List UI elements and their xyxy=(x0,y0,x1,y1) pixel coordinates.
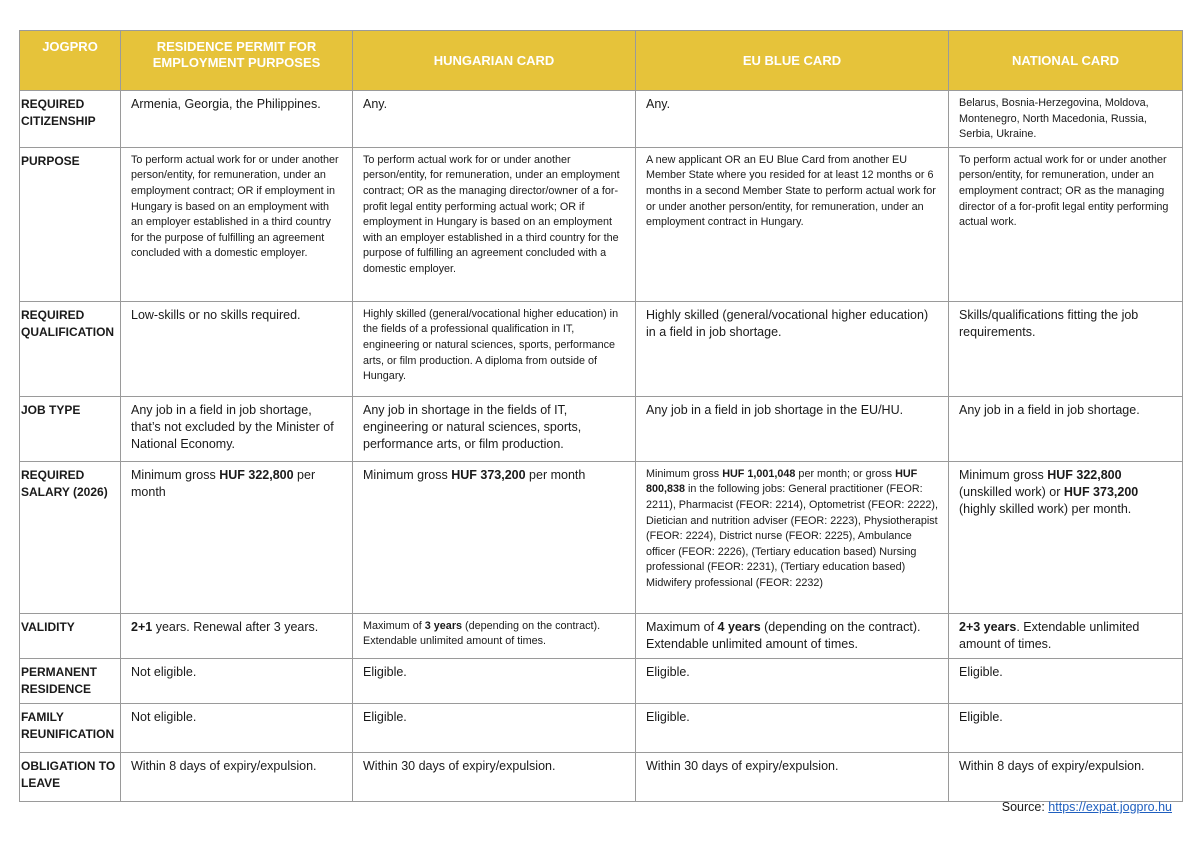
validity-prefix: Maximum of xyxy=(363,619,425,632)
cell-hungarian-card xyxy=(353,461,636,613)
cell-hungarian-card: Eligible. xyxy=(353,658,636,703)
cell-national-card xyxy=(949,461,1183,613)
cell-eu-blue-card: Eligible. xyxy=(636,658,949,703)
validity-years: 3 years xyxy=(424,619,463,632)
cell-residence-permit: Armenia, Georgia, the Philippines. xyxy=(121,91,353,148)
validity-detail: years. Renewal after 3 years. xyxy=(152,619,319,634)
source-footer xyxy=(1002,799,1172,816)
validity-detail: (depending on the contract). Extendable unlimited amount of times. xyxy=(646,619,921,651)
salary-suffix: (highly skilled work) per month. xyxy=(959,501,1132,516)
cell-national-card: Belarus, Bosnia-Herzegovina, Moldova, Montenegro, North Macedonia, Russia, Serbia, Ukraine. xyxy=(949,91,1183,148)
cell-eu-blue-card: Any. xyxy=(636,91,949,148)
salary-suffix: in the following jobs: General practitioner (FEOR: 2211), Pharmacist (FEOR: 2214), Optometrist (FEOR: 2222), Dietician and nutrition adviser (FEOR: 2223), Physiotherapist (FEOR: 2224), District nurse (FEOR: 2225), Ambulance officer (FEOR: 2226), (Tertiary education based) Nursing professional (FEOR: 2231), (Tertiary education based) Midwifery professional (FEOR: 2232) xyxy=(646,483,939,589)
cell-national-card: Within 8 days of expiry/expulsion. xyxy=(949,752,1183,801)
salary-prefix: Minimum gross xyxy=(959,467,1048,482)
header-hungarian-card: HUNGARIAN CARD xyxy=(353,31,636,91)
row-label: FAMILY REUNIFICATION xyxy=(20,703,121,752)
row-family-reunification xyxy=(20,703,1183,752)
row-purpose xyxy=(20,147,1183,301)
cell-hungarian-card: Within 30 days of expiry/expulsion. xyxy=(353,752,636,801)
cell-residence-permit xyxy=(121,461,353,613)
validity-years: 2+1 xyxy=(131,619,153,634)
row-job-type xyxy=(20,396,1183,461)
header-row xyxy=(20,31,1183,91)
header-national-card: NATIONAL CARD xyxy=(949,31,1183,91)
row-label: JOB TYPE xyxy=(20,396,121,461)
salary-amount: HUF 322,800 xyxy=(219,467,294,482)
salary-amount-skilled: HUF 373,200 xyxy=(1063,484,1139,499)
cell-hungarian-card xyxy=(353,613,636,658)
row-label: PERMANENT RESIDENCE xyxy=(20,658,121,703)
source-link[interactable]: https://expat.jogpro.hu xyxy=(1048,800,1172,814)
salary-amount-reduced: HUF 800,838 xyxy=(646,467,918,496)
salary-suffix: per month xyxy=(131,467,316,499)
validity-prefix: Maximum of xyxy=(646,619,718,634)
cell-national-card: Eligible. xyxy=(949,703,1183,752)
row-permanent-residence xyxy=(20,658,1183,703)
cell-eu-blue-card xyxy=(636,461,949,613)
cell-hungarian-card: To perform actual work for or under another person/entity, for remuneration, under an employment contract; OR as the managing director/owner of a for-profit legal entity performing actual work; OR if employment in Hungary is based on an employment with an employer established in a third country for the purpose of fulfilling an agreement concluded with a domestic employer. xyxy=(353,147,636,301)
row-required-citizenship xyxy=(20,91,1183,148)
cell-eu-blue-card: A new applicant OR an EU Blue Card from another EU Member State where you resided for at least 12 months or 6 months in a second Member State to perform actual work for or under another person/entity, for remuneration, under an employment contract in Hungary. xyxy=(636,147,949,301)
validity-years: 4 years xyxy=(717,619,761,634)
validity-detail: (depending on the contract). Extendable unlimited amount of times. xyxy=(363,619,601,648)
cell-eu-blue-card: Within 30 days of expiry/expulsion. xyxy=(636,752,949,801)
cell-residence-permit: To perform actual work for or under another person/entity, for remuneration, under an employment contract; OR if employment in Hungary is based on an employment with an employer established in a third country for the purpose of fulfilling an agreement concluded with a domestic employer. xyxy=(121,147,353,301)
cell-hungarian-card: Eligible. xyxy=(353,703,636,752)
cell-national-card: To perform actual work for or under another person/entity, for remuneration, under an employment contract; OR as the managing director of a for-profit legal entity performing actual work. xyxy=(949,147,1183,301)
row-label: REQUIRED QUALIFICATION xyxy=(20,301,121,396)
cell-eu-blue-card: Any job in a field in job shortage in the EU/HU. xyxy=(636,396,949,461)
cell-national-card: Any job in a field in job shortage. xyxy=(949,396,1183,461)
cell-hungarian-card: Any. xyxy=(353,91,636,148)
salary-middle: (unskilled work) or xyxy=(959,484,1064,499)
salary-prefix: Minimum gross xyxy=(363,467,452,482)
cell-hungarian-card: Any job in shortage in the fields of IT, engineering or natural sciences, sports, performance arts, or film production. xyxy=(353,396,636,461)
header-eu-blue-card: EU BLUE CARD xyxy=(636,31,949,91)
cell-eu-blue-card: Highly skilled (general/vocational higher education) in a field in job shortage. xyxy=(636,301,949,396)
cell-residence-permit: Any job in a field in job shortage, that’s not excluded by the Minister of National Economy. xyxy=(121,396,353,461)
validity-detail: . Extendable unlimited amount of times. xyxy=(959,619,1140,651)
salary-middle: per month; or gross xyxy=(795,467,896,480)
salary-prefix: Minimum gross xyxy=(131,467,220,482)
cell-residence-permit: Not eligible. xyxy=(121,658,353,703)
cell-national-card: Skills/qualifications fitting the job requirements. xyxy=(949,301,1183,396)
salary-suffix: per month xyxy=(525,467,586,482)
row-label: PURPOSE xyxy=(20,147,121,301)
row-obligation-to-leave xyxy=(20,752,1183,801)
cell-eu-blue-card xyxy=(636,613,949,658)
row-label: OBLIGATION TO LEAVE xyxy=(20,752,121,801)
salary-amount: HUF 373,200 xyxy=(451,467,526,482)
validity-years: 2+3 years xyxy=(959,619,1017,634)
row-label: VALIDITY xyxy=(20,613,121,658)
row-validity xyxy=(20,613,1183,658)
header-residence-permit: RESIDENCE PERMIT FOR EMPLOYMENT PURPOSES xyxy=(121,31,353,91)
permit-comparison-table xyxy=(19,30,1183,802)
salary-amount: HUF 1,001,048 xyxy=(722,467,796,480)
cell-eu-blue-card: Eligible. xyxy=(636,703,949,752)
source-label: Source: xyxy=(1001,800,1049,814)
row-required-qualification xyxy=(20,301,1183,396)
cell-residence-permit xyxy=(121,613,353,658)
row-required-salary xyxy=(20,461,1183,613)
salary-amount-unskilled: HUF 322,800 xyxy=(1047,467,1122,482)
salary-prefix: Minimum gross xyxy=(646,467,723,480)
header-brand: JOGPRO xyxy=(20,31,121,91)
cell-national-card: Eligible. xyxy=(949,658,1183,703)
cell-residence-permit: Not eligible. xyxy=(121,703,353,752)
cell-hungarian-card: Highly skilled (general/vocational higher education) in the fields of a professional qualification in IT, engineering or natural sciences, sports, performance arts, or film production. A diploma from outside of Hungary. xyxy=(353,301,636,396)
row-label: REQUIRED SALARY (2026) xyxy=(20,461,121,613)
row-label: REQUIRED CITIZENSHIP xyxy=(20,91,121,148)
cell-residence-permit: Low-skills or no skills required. xyxy=(121,301,353,396)
cell-residence-permit: Within 8 days of expiry/expulsion. xyxy=(121,752,353,801)
cell-national-card xyxy=(949,613,1183,658)
